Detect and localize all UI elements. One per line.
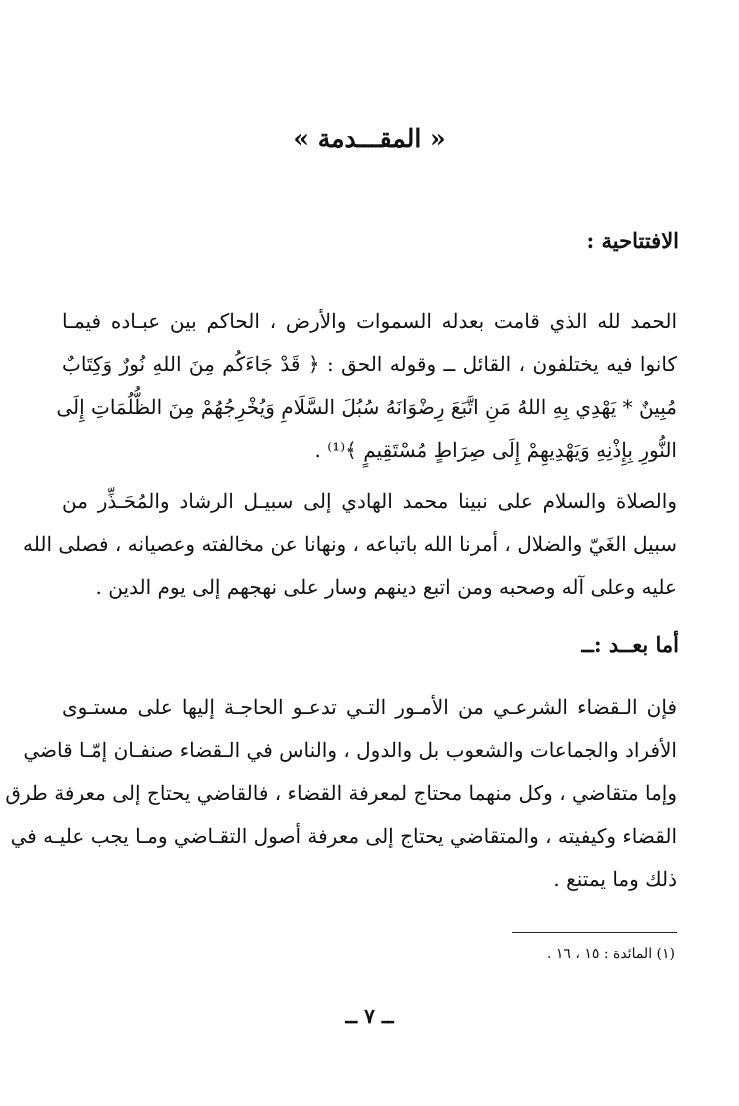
- page-number: ــ ٧ ــ: [345, 1004, 394, 1028]
- paragraph-line: القضاء وكيفيته ، والمتقاضي يحتاج إلى معرفة أصول التقـاضي ومـا يجب عليـه في: [10, 824, 677, 848]
- paragraph-intro: [5, 686, 677, 901]
- paragraph-line: مُبِينٌ * يَهْدِي بِهِ اللهُ مَنِ اتَّبَعَ رِضْوَانَهُ سُبُلَ السَّلَامِ وَيُخْرِجُهُمْ مِنَ الظُّلُمَاتِ إِلَى: [56, 395, 677, 419]
- paragraph-line: والصلاة والسلام على نبينا محمد الهادي إلى سبيـل الرشاد والمُحَـذِّر من: [62, 489, 677, 513]
- after-heading: أما بعــد :ــ: [581, 632, 679, 657]
- paragraph-line: الأفراد والجماعات والشعوب بل والدول ، والناس في الـقضاء صنفـان إمّـا قاضي: [23, 738, 677, 762]
- paragraph-line: النُّورِ بِإِذْنِهِ وَيَهْدِيهِمْ إِلَى صِرَاطٍ مُسْتَقِيمٍ ﴾⁽¹⁾ .: [314, 438, 677, 462]
- paragraph-line: كانوا فيه يختلفون ، القائل ــ وقوله الحق : ﴿ قَدْ جَاءَكُم مِنَ اللهِ نُورٌ وَكِتَابٌ: [62, 352, 677, 376]
- page-title: « المقـــدمة »: [293, 124, 446, 153]
- paragraph-line: وإما متقاضي ، وكل منهما محتاج لمعرفة القضاء ، فالقاضي يحتاج إلى معرفة طرق: [5, 781, 677, 805]
- paragraph-salutation: [23, 480, 677, 609]
- footnote: (١) المائدة : ١٥ ، ١٦ .: [546, 946, 675, 962]
- paragraph-line: فإن الـقضاء الشرعـي من الأمـور التـي تدعـو الحاجـة إليها على مستـوى: [62, 695, 677, 719]
- paragraph-line: سبيل الغَيّ والضلال ، أمرنا الله باتباعه ، ونهانا عن مخالفته وعصيانه ، فصلى الله: [23, 532, 677, 556]
- paragraph-praise: [56, 300, 677, 472]
- footnote-divider: [512, 932, 677, 933]
- opening-heading: الافتتاحية :: [586, 228, 679, 253]
- paragraph-line: عليه وعلى آله وصحبه ومن اتبع دينهم وسار على نهجهم إلى يوم الدين .: [95, 575, 677, 599]
- paragraph-line: ذلك وما يمتنع .: [553, 867, 677, 891]
- paragraph-line: الحمد لله الذي قامت بعدله السموات والأرض ، الحاكم بين عبـاده فيمـا: [62, 309, 677, 333]
